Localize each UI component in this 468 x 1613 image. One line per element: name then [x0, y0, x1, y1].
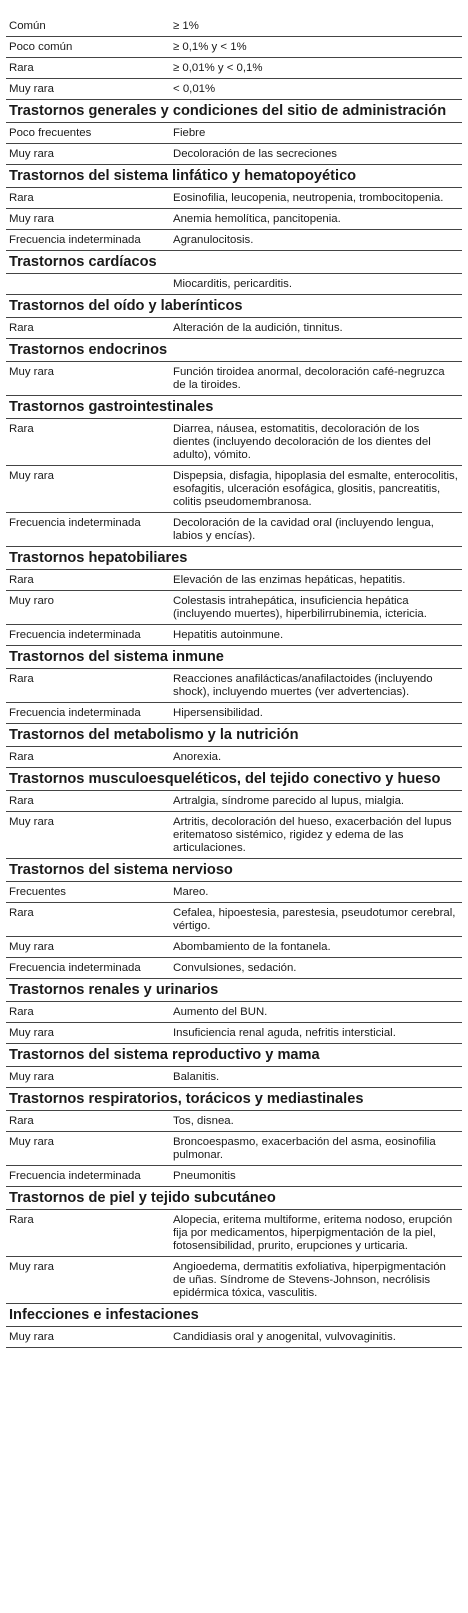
frequency-label: Frecuencia indeterminada	[9, 962, 141, 974]
reaction-text: < 0,01%	[173, 83, 216, 95]
table-row	[6, 1210, 462, 1257]
frequency-label: Frecuentes	[9, 886, 66, 898]
frequency-label: Muy rara	[9, 1136, 54, 1148]
frequency-label: Rara	[9, 1115, 34, 1127]
table-row	[6, 79, 462, 100]
table-row	[6, 1132, 462, 1166]
section-heading: Trastornos endocrinos	[6, 339, 462, 362]
reaction-text: Miocarditis, pericarditis.	[173, 278, 293, 290]
section-heading: Trastornos del sistema linfático y hematopoyético	[6, 165, 462, 188]
reaction-text: Aumento del BUN.	[173, 1006, 268, 1018]
table-row	[6, 1067, 462, 1088]
table-row	[6, 570, 462, 591]
frequency-label: Frecuencia indeterminada	[9, 629, 141, 641]
section-heading: Trastornos del sistema inmune	[6, 646, 462, 669]
reaction-text: Angioedema, dermatitis exfoliativa, hiperpigmentación de uñas. Síndrome de Stevens-Johnson, necrólisis epidérmica tóxica, vasculitis.	[173, 1261, 446, 1299]
table-row	[6, 318, 462, 339]
frequency-label: Rara	[9, 574, 34, 586]
table-row	[6, 513, 462, 547]
reaction-text: Cefalea, hipoestesia, parestesia, pseudotumor cerebral, vértigo.	[173, 907, 456, 932]
section-heading: Trastornos del metabolismo y la nutrición	[6, 724, 462, 747]
frequency-label: Rara	[9, 62, 34, 74]
reaction-text: Candidiasis oral y anogenital, vulvovaginitis.	[173, 1331, 396, 1343]
frequency-label: Frecuencia indeterminada	[9, 1170, 141, 1182]
section-heading: Trastornos generales y condiciones del sitio de administración	[6, 100, 462, 123]
frequency-label: Muy rara	[9, 1071, 54, 1083]
table-row	[6, 188, 462, 209]
table-row	[6, 903, 462, 937]
table-row	[6, 937, 462, 958]
table-row	[6, 144, 462, 165]
section-heading: Trastornos de piel y tejido subcutáneo	[6, 1187, 462, 1210]
reaction-text: Eosinofilia, leucopenia, neutropenia, trombocitopenia.	[173, 192, 444, 204]
frequency-label: Frecuencia indeterminada	[9, 234, 141, 246]
table-row	[6, 16, 462, 37]
reaction-text: Abombamiento de la fontanela.	[173, 941, 331, 953]
table-row	[6, 230, 462, 251]
table-row	[6, 1002, 462, 1023]
reaction-text: Broncoespasmo, exacerbación del asma, eosinofilia pulmonar.	[173, 1136, 436, 1161]
reaction-text: Decoloración de la cavidad oral (incluyendo lengua, labios y encías).	[173, 517, 434, 542]
reaction-text: Función tiroidea anormal, decoloración café-negruzca de la tiroides.	[173, 366, 445, 391]
frequency-label: Poco frecuentes	[9, 127, 92, 139]
frequency-label: Frecuencia indeterminada	[9, 517, 141, 529]
frequency-label: Muy rara	[9, 1261, 54, 1273]
reaction-text: Alteración de la audición, tinnitus.	[173, 322, 343, 334]
reaction-text: Fiebre	[173, 127, 206, 139]
frequency-label: Muy rara	[9, 941, 54, 953]
reaction-text: Colestasis intrahepática, insuficiencia hepática (incluyendo muertes), hiperbilirrubinemia, ictericia.	[173, 595, 427, 620]
frequency-label: Rara	[9, 907, 34, 919]
table-row	[6, 362, 462, 396]
table-row	[6, 58, 462, 79]
reaction-text: Anemia hemolítica, pancitopenia.	[173, 213, 341, 225]
frequency-label	[6, 278, 173, 291]
section-heading: Trastornos respiratorios, torácicos y mediastinales	[6, 1088, 462, 1111]
table-row	[6, 703, 462, 724]
table-row	[6, 591, 462, 625]
table-row	[6, 274, 462, 295]
section-heading: Trastornos hepatobiliares	[6, 547, 462, 570]
table-row	[6, 1327, 462, 1348]
reaction-text: Artralgia, síndrome parecido al lupus, mialgia.	[173, 795, 405, 807]
table-row	[6, 1023, 462, 1044]
reaction-text: Artritis, decoloración del hueso, exacerbación del lupus eritematoso sistémico, rigidez y edema de las articulaciones.	[173, 816, 452, 854]
section-heading: Trastornos musculoesqueléticos, del tejido conectivo y hueso	[6, 768, 462, 791]
frequency-label: Rara	[9, 673, 34, 685]
reaction-text: Diarrea, náusea, estomatitis, decoloración de los dientes (incluyendo decoloración de los dientes del adulto), vómito.	[173, 423, 431, 461]
frequency-label: Rara	[9, 1214, 34, 1226]
table-row	[6, 958, 462, 979]
reaction-text: Insuficiencia renal aguda, nefritis intersticial.	[173, 1027, 396, 1039]
table-row	[6, 37, 462, 58]
section-heading: Trastornos del oído y laberínticos	[6, 295, 462, 318]
frequency-label: Rara	[9, 1006, 34, 1018]
frequency-label: Muy rara	[9, 148, 54, 160]
reaction-text: ≥ 1%	[173, 20, 199, 32]
frequency-label: Muy rara	[9, 1331, 54, 1343]
table-row	[6, 1257, 462, 1304]
frequency-label: Muy raro	[9, 595, 54, 607]
reaction-text: Mareo.	[173, 886, 209, 898]
table-row	[6, 466, 462, 513]
reaction-text: Pneumonitis	[173, 1170, 236, 1182]
adverse-reactions-table	[6, 0, 462, 1348]
reaction-text: ≥ 0,01% y < 0,1%	[173, 62, 263, 74]
frequency-label: Rara	[9, 423, 34, 435]
reaction-text: Balanitis.	[173, 1071, 220, 1083]
section-heading: Trastornos del sistema reproductivo y mama	[6, 1044, 462, 1067]
frequency-label: Muy rara	[9, 1027, 54, 1039]
reaction-text: Hipersensibilidad.	[173, 707, 263, 719]
reaction-text: Decoloración de las secreciones	[173, 148, 337, 160]
frequency-label: Muy rara	[9, 83, 54, 95]
reaction-text: ≥ 0,1% y < 1%	[173, 41, 247, 53]
reaction-text: Tos, disnea.	[173, 1115, 234, 1127]
section-heading: Trastornos renales y urinarios	[6, 979, 462, 1002]
frequency-label: Muy rara	[9, 470, 54, 482]
reaction-text: Hepatitis autoinmune.	[173, 629, 284, 641]
table-row	[6, 123, 462, 144]
frequency-label: Muy rara	[9, 366, 54, 378]
frequency-label: Poco común	[9, 41, 73, 53]
section-heading: Trastornos gastrointestinales	[6, 396, 462, 419]
table-row	[6, 747, 462, 768]
table-row	[6, 1166, 462, 1187]
section-heading: Trastornos del sistema nervioso	[6, 859, 462, 882]
table-row	[6, 625, 462, 646]
frequency-label: Rara	[9, 751, 34, 763]
frequency-label: Rara	[9, 192, 34, 204]
table-row	[6, 791, 462, 812]
frequency-label: Rara	[9, 322, 34, 334]
reaction-text: Anorexia.	[173, 751, 222, 763]
table-row	[6, 882, 462, 903]
frequency-label: Muy rara	[9, 213, 54, 225]
reaction-text: Reacciones anafilácticas/anafilactoides (incluyendo shock), incluyendo muertes (ver advertencias).	[173, 673, 433, 698]
table-row	[6, 209, 462, 230]
table-row	[6, 812, 462, 859]
section-heading: Trastornos cardíacos	[6, 251, 462, 274]
reaction-text: Elevación de las enzimas hepáticas, hepatitis.	[173, 574, 406, 586]
frequency-label: Muy rara	[9, 816, 54, 828]
reaction-text: Agranulocitosis.	[173, 234, 254, 246]
reaction-text: Dispepsia, disfagia, hipoplasia del esmalte, enterocolitis, esofagitis, ulceración esofágica, glositis, pancreatitis, colitis pseudomembranosa.	[173, 470, 458, 508]
table-row	[6, 669, 462, 703]
table-row	[6, 419, 462, 466]
reaction-text: Alopecia, eritema multiforme, eritema nodoso, erupción fija por medicamentos, hiperpigmentación de la piel, fotosensibilidad, prurito, erupciones y urticaria.	[173, 1214, 453, 1252]
frequency-label: Común	[9, 20, 46, 32]
section-heading: Infecciones e infestaciones	[6, 1304, 462, 1327]
reaction-text: Convulsiones, sedación.	[173, 962, 297, 974]
frequency-label: Frecuencia indeterminada	[9, 707, 141, 719]
table-row	[6, 1111, 462, 1132]
frequency-label: Rara	[9, 795, 34, 807]
